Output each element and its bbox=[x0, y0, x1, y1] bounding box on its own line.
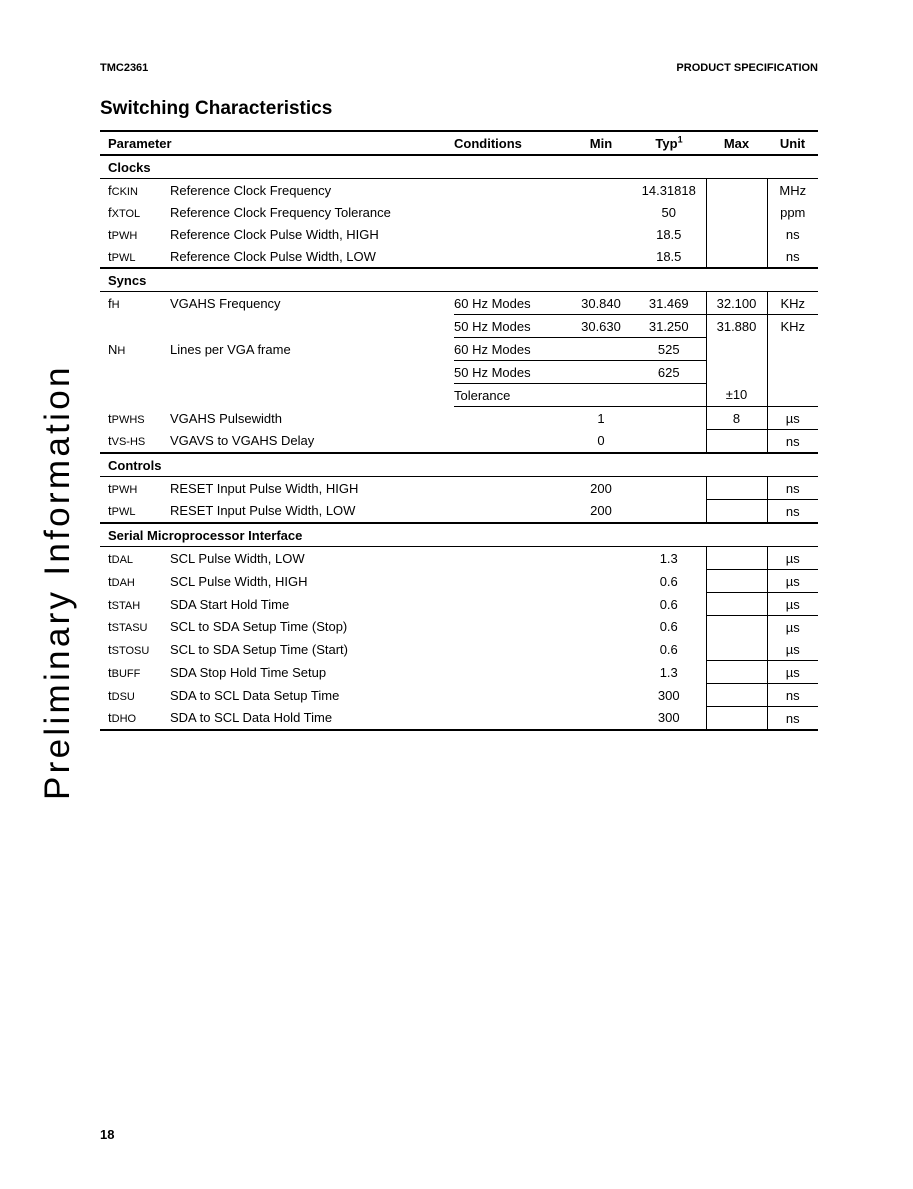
conditions-cell bbox=[454, 407, 570, 430]
max-cell bbox=[706, 201, 767, 223]
group-label: Clocks bbox=[100, 155, 818, 179]
table-row bbox=[100, 707, 818, 731]
typ-cell: 31.469 bbox=[632, 292, 706, 315]
unit-cell: ns bbox=[767, 430, 818, 454]
symbol-letter: t bbox=[108, 550, 112, 566]
max-cell bbox=[706, 616, 767, 639]
conditions-cell: 60 Hz Modes bbox=[454, 338, 570, 361]
description-cell: VGAVS to VGAHS Delay bbox=[170, 433, 315, 449]
max-cell bbox=[706, 570, 767, 593]
symbol-subscript: CKIN bbox=[111, 185, 138, 198]
min-cell bbox=[570, 707, 632, 731]
description-cell: RESET Input Pulse Width, LOW bbox=[170, 503, 356, 519]
symbol-subscript: DAH bbox=[111, 576, 135, 589]
typ-cell: 1.3 bbox=[659, 664, 678, 680]
header-typ-label: Typ bbox=[655, 135, 678, 151]
typ-cell bbox=[632, 477, 706, 500]
description-cell: RESET Input Pulse Width, HIGH bbox=[170, 480, 359, 496]
conditions-cell: Tolerance bbox=[454, 384, 570, 407]
conditions-cell: 50 Hz Modes bbox=[454, 361, 570, 384]
group-row-clocks bbox=[100, 155, 818, 179]
max-cell: 31.880 bbox=[706, 315, 767, 338]
description-cell bbox=[170, 384, 454, 407]
symbol-cell bbox=[100, 500, 170, 524]
symbol-letter: t bbox=[108, 503, 112, 519]
table-row bbox=[100, 338, 818, 361]
header-max: Max bbox=[706, 131, 767, 155]
symbol-cell bbox=[100, 223, 170, 245]
conditions-cell bbox=[454, 201, 570, 223]
typ-cell: 31.250 bbox=[632, 315, 706, 338]
table-row bbox=[100, 638, 818, 661]
description-cell: VGAHS Pulsewidth bbox=[170, 410, 282, 426]
unit-cell bbox=[767, 384, 818, 407]
header-parameter: Parameter bbox=[100, 131, 454, 155]
symbol-subscript: DHO bbox=[111, 713, 137, 726]
description-cell: VGAHS Frequency bbox=[170, 295, 281, 311]
conditions-cell bbox=[454, 547, 570, 570]
group-label: Syncs bbox=[100, 268, 818, 292]
max-cell bbox=[706, 707, 767, 731]
switching-characteristics-table bbox=[100, 130, 818, 731]
table-row bbox=[100, 292, 818, 315]
min-cell bbox=[570, 616, 632, 639]
typ-cell: 625 bbox=[632, 361, 706, 384]
max-cell bbox=[706, 179, 767, 202]
min-cell bbox=[570, 223, 632, 245]
unit-cell: ns bbox=[767, 684, 818, 707]
unit-cell: ns bbox=[767, 707, 818, 731]
max-cell bbox=[706, 477, 767, 500]
header-part-number: TMC2361 bbox=[100, 62, 149, 74]
symbol-letter: N bbox=[108, 341, 118, 357]
max-cell: 32.100 bbox=[706, 292, 767, 315]
max-cell bbox=[706, 245, 767, 268]
description-cell: SDA Start Hold Time bbox=[170, 596, 290, 612]
symbol-cell bbox=[100, 477, 170, 500]
typ-cell: 0.6 bbox=[659, 573, 678, 589]
description-cell: Reference Clock Pulse Width, HIGH bbox=[170, 226, 379, 242]
min-cell: 0 bbox=[597, 433, 605, 449]
max-cell bbox=[706, 500, 767, 524]
min-cell bbox=[570, 684, 632, 707]
typ-cell: 300 bbox=[657, 710, 680, 726]
symbol-cell bbox=[100, 292, 170, 315]
max-cell bbox=[706, 338, 767, 361]
conditions-cell bbox=[454, 179, 570, 202]
unit-cell: µs bbox=[767, 616, 818, 639]
description-cell: SDA to SCL Data Setup Time bbox=[170, 687, 340, 703]
header-typ-footnote: 1 bbox=[677, 134, 683, 145]
unit-cell: µs bbox=[767, 661, 818, 684]
symbol-subscript: H bbox=[117, 344, 126, 357]
symbol-letter: t bbox=[108, 710, 112, 726]
table-row bbox=[100, 477, 818, 500]
symbol-letter: t bbox=[108, 596, 112, 612]
table-row bbox=[100, 616, 818, 639]
table-row bbox=[100, 179, 818, 202]
conditions-cell: 50 Hz Modes bbox=[454, 315, 570, 338]
symbol-cell bbox=[100, 707, 170, 731]
conditions-cell bbox=[454, 245, 570, 268]
symbol-cell bbox=[100, 616, 170, 639]
symbol-cell bbox=[100, 661, 170, 684]
conditions-cell bbox=[454, 616, 570, 639]
min-cell: 1 bbox=[597, 410, 605, 426]
symbol-cell bbox=[100, 338, 170, 361]
unit-cell: KHz bbox=[767, 292, 818, 315]
typ-cell: 525 bbox=[632, 338, 706, 361]
symbol-cell bbox=[100, 201, 170, 223]
unit-cell: KHz bbox=[767, 315, 818, 338]
min-cell bbox=[570, 245, 632, 268]
conditions-cell bbox=[454, 707, 570, 731]
unit-cell bbox=[767, 338, 818, 361]
typ-cell: 0.6 bbox=[659, 596, 678, 612]
conditions-cell bbox=[454, 661, 570, 684]
symbol-letter: t bbox=[108, 641, 112, 657]
unit-cell bbox=[767, 361, 818, 384]
max-cell: 8 bbox=[706, 407, 767, 430]
unit-cell: ns bbox=[767, 245, 818, 268]
min-cell: 30.630 bbox=[570, 315, 632, 338]
unit-cell: µs bbox=[767, 593, 818, 616]
conditions-cell bbox=[454, 430, 570, 454]
symbol-cell bbox=[100, 245, 170, 268]
typ-cell: 300 bbox=[657, 687, 680, 703]
symbol-cell bbox=[100, 315, 170, 338]
table-row bbox=[100, 361, 818, 384]
description-cell bbox=[170, 315, 454, 338]
conditions-cell bbox=[454, 477, 570, 500]
unit-cell: ppm bbox=[767, 201, 818, 223]
max-cell bbox=[706, 684, 767, 707]
symbol-subscript: H bbox=[111, 298, 120, 311]
unit-cell: µs bbox=[767, 570, 818, 593]
page-number: 18 bbox=[100, 1127, 115, 1142]
symbol-subscript: STASU bbox=[111, 622, 148, 635]
min-cell: 200 bbox=[590, 503, 612, 519]
table-row bbox=[100, 661, 818, 684]
symbol-letter: f bbox=[108, 204, 112, 220]
header-unit: Unit bbox=[767, 131, 818, 155]
table-row bbox=[100, 245, 818, 268]
unit-cell: MHz bbox=[767, 179, 818, 202]
symbol-letter: t bbox=[108, 573, 112, 589]
symbol-cell bbox=[100, 547, 170, 570]
typ-cell: 0.6 bbox=[659, 619, 678, 635]
header-typ bbox=[632, 131, 706, 155]
symbol-subscript: STAH bbox=[111, 599, 141, 612]
symbol-subscript: DSU bbox=[111, 690, 135, 703]
symbol-cell bbox=[100, 430, 170, 454]
table-row bbox=[100, 201, 818, 223]
conditions-cell: 60 Hz Modes bbox=[454, 292, 570, 315]
min-cell bbox=[570, 661, 632, 684]
description-cell: Reference Clock Pulse Width, LOW bbox=[170, 248, 376, 264]
unit-cell: µs bbox=[767, 547, 818, 570]
typ-cell: 14.31818 bbox=[641, 182, 696, 198]
side-watermark-text: Preliminary Information bbox=[38, 364, 77, 800]
min-cell bbox=[570, 179, 632, 202]
description-cell: SCL to SDA Setup Time (Stop) bbox=[170, 619, 348, 635]
description-cell: SCL Pulse Width, HIGH bbox=[170, 573, 308, 589]
group-row-serial bbox=[100, 523, 818, 547]
unit-cell: ns bbox=[767, 477, 818, 500]
min-cell bbox=[570, 201, 632, 223]
typ-cell bbox=[632, 500, 706, 524]
symbol-subscript: DAL bbox=[111, 553, 134, 566]
max-cell bbox=[706, 223, 767, 245]
symbol-subscript: STOSU bbox=[111, 644, 150, 657]
unit-cell: µs bbox=[767, 638, 818, 661]
table-row bbox=[100, 384, 818, 407]
min-cell bbox=[570, 338, 632, 361]
symbol-cell bbox=[100, 407, 170, 430]
symbol-letter: f bbox=[108, 182, 112, 198]
symbol-cell bbox=[100, 384, 170, 407]
max-cell bbox=[706, 593, 767, 616]
description-cell bbox=[170, 361, 454, 384]
symbol-subscript: PWH bbox=[111, 483, 138, 496]
table-row bbox=[100, 430, 818, 454]
symbol-cell bbox=[100, 638, 170, 661]
typ-cell bbox=[632, 407, 706, 430]
group-row-syncs bbox=[100, 268, 818, 292]
min-cell bbox=[570, 593, 632, 616]
typ-cell: 0.6 bbox=[659, 641, 678, 657]
symbol-subscript: PWH bbox=[111, 229, 138, 242]
symbol-subscript: XTOL bbox=[111, 207, 141, 220]
min-cell bbox=[570, 638, 632, 661]
symbol-letter: t bbox=[108, 226, 112, 242]
conditions-cell bbox=[454, 684, 570, 707]
symbol-letter: f bbox=[108, 295, 112, 311]
min-cell bbox=[570, 570, 632, 593]
symbol-cell bbox=[100, 361, 170, 384]
symbol-letter: t bbox=[108, 687, 112, 703]
typ-cell bbox=[632, 430, 706, 454]
symbol-letter: t bbox=[108, 410, 112, 426]
symbol-letter: t bbox=[108, 664, 112, 680]
unit-cell: µs bbox=[767, 407, 818, 430]
symbol-subscript: VS-HS bbox=[111, 436, 146, 449]
symbol-letter: t bbox=[108, 619, 112, 635]
description-cell: Lines per VGA frame bbox=[170, 341, 291, 357]
max-cell bbox=[706, 638, 767, 661]
max-cell bbox=[706, 430, 767, 454]
table-row bbox=[100, 547, 818, 570]
symbol-subscript: PWL bbox=[111, 251, 136, 264]
unit-cell: ns bbox=[767, 500, 818, 524]
group-label: Controls bbox=[100, 453, 818, 477]
conditions-cell bbox=[454, 570, 570, 593]
table-row bbox=[100, 407, 818, 430]
symbol-letter: t bbox=[108, 248, 112, 264]
table-row bbox=[100, 684, 818, 707]
description-cell: SDA to SCL Data Hold Time bbox=[170, 710, 333, 726]
min-cell bbox=[570, 384, 632, 407]
symbol-subscript: PWL bbox=[111, 506, 136, 519]
symbol-cell bbox=[100, 684, 170, 707]
conditions-cell bbox=[454, 223, 570, 245]
conditions-cell bbox=[454, 500, 570, 524]
conditions-cell bbox=[454, 593, 570, 616]
table-row bbox=[100, 223, 818, 245]
max-cell bbox=[706, 661, 767, 684]
min-cell bbox=[570, 547, 632, 570]
symbol-cell bbox=[100, 593, 170, 616]
conditions-cell bbox=[454, 638, 570, 661]
symbol-subscript: PWHS bbox=[111, 413, 145, 426]
description-cell: SCL Pulse Width, LOW bbox=[170, 550, 305, 566]
header-conditions: Conditions bbox=[454, 131, 570, 155]
symbol-cell bbox=[100, 570, 170, 593]
typ-cell: 18.5 bbox=[656, 248, 682, 264]
min-cell bbox=[570, 361, 632, 384]
min-cell: 30.840 bbox=[570, 292, 632, 315]
description-cell: Reference Clock Frequency bbox=[170, 182, 332, 198]
typ-cell: 1.3 bbox=[659, 550, 678, 566]
table-row bbox=[100, 593, 818, 616]
description-cell: SCL to SDA Setup Time (Start) bbox=[170, 641, 348, 657]
max-cell bbox=[706, 547, 767, 570]
header-min: Min bbox=[570, 131, 632, 155]
section-title: Switching Characteristics bbox=[100, 98, 333, 119]
table-row bbox=[100, 315, 818, 338]
symbol-cell bbox=[100, 179, 170, 202]
symbol-letter: t bbox=[108, 480, 112, 496]
min-cell: 200 bbox=[590, 480, 612, 496]
typ-cell: 50 bbox=[661, 204, 676, 220]
max-cell: ±10 bbox=[706, 384, 767, 407]
table-header-row bbox=[100, 131, 818, 155]
description-cell: SDA Stop Hold Time Setup bbox=[170, 664, 327, 680]
symbol-subscript: BUFF bbox=[111, 667, 141, 680]
table-row bbox=[100, 570, 818, 593]
header-doc-type: PRODUCT SPECIFICATION bbox=[676, 62, 818, 74]
unit-cell: ns bbox=[767, 223, 818, 245]
typ-cell: 18.5 bbox=[656, 226, 682, 242]
description-cell: Reference Clock Frequency Tolerance bbox=[170, 204, 391, 220]
typ-cell bbox=[632, 384, 706, 407]
table-row bbox=[100, 500, 818, 524]
group-row-controls bbox=[100, 453, 818, 477]
max-cell bbox=[706, 361, 767, 384]
symbol-letter: t bbox=[108, 433, 112, 449]
group-label: Serial Microprocessor Interface bbox=[100, 523, 818, 547]
